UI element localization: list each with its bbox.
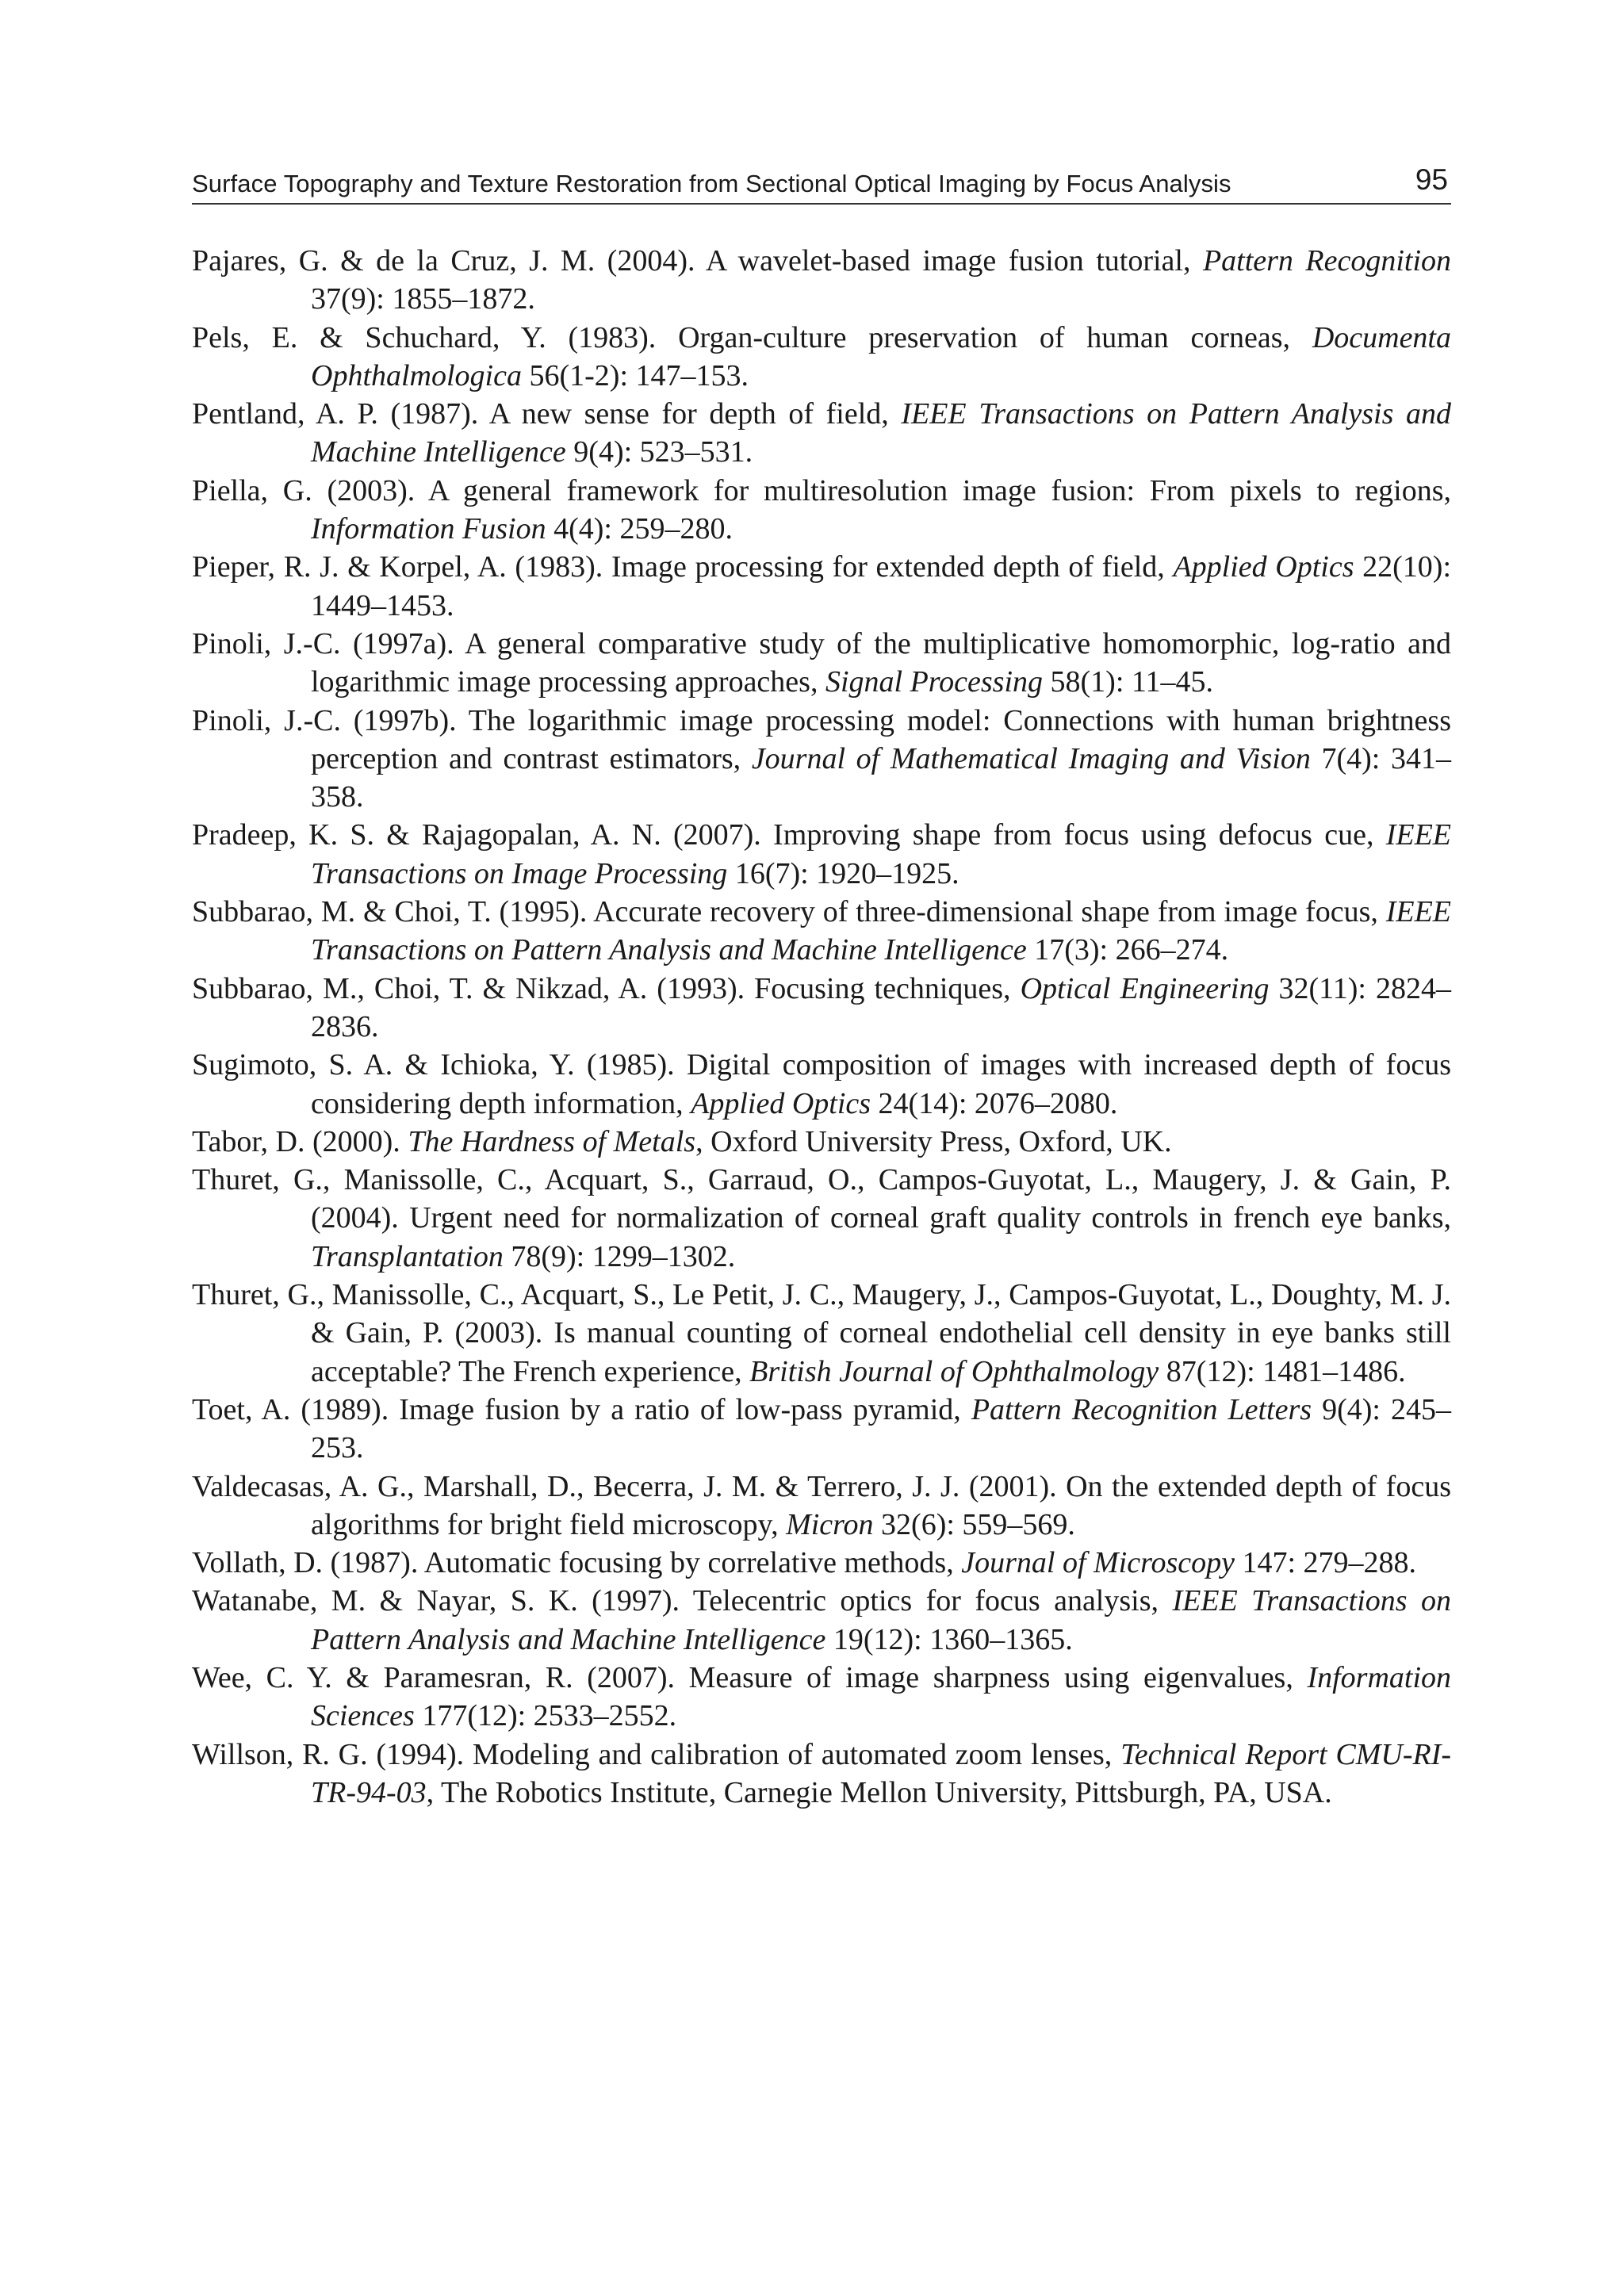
reference-entry: Pels, E. & Schuchard, Y. (1983). Organ-culture preservation of human corneas, Documenta Ophthalmologica 56(1-2): 147–153. bbox=[192, 320, 1451, 392]
reference-entry: Watanabe, M. & Nayar, S. K. (1997). Telecentric optics for focus analysis, IEEE Transactions on Pattern Analysis and Machine Intelligence 19(12): 1360–1365. bbox=[192, 1584, 1451, 1656]
reference-entry: Pajares, G. & de la Cruz, J. M. (2004). A wavelet-based image fusion tutorial, Pattern Recognition 37(9): 1855–1872. bbox=[192, 244, 1451, 316]
reference-entry: Subbarao, M. & Choi, T. (1995). Accurate recovery of three-dimensional shape from image focus, IEEE Transactions on Pattern Analysis and Machine Intelligence 17(3): 266–274. bbox=[192, 895, 1451, 967]
reference-entry: Pinoli, J.-C. (1997a). A general comparative study of the multiplicative homomorphic, log-ratio and logarithmic image processing approaches, Signal Processing 58(1): 11–45. bbox=[192, 626, 1451, 699]
reference-entry: Toet, A. (1989). Image fusion by a ratio of low-pass pyramid, Pattern Recognition Letters 9(4): 245–253. bbox=[192, 1392, 1451, 1465]
reference-entry: Tabor, D. (2000). The Hardness of Metals, Oxford University Press, Oxford, UK. bbox=[192, 1124, 1172, 1158]
reference-entry: Piella, G. (2003). A general framework for multiresolution image fusion: From pixels to regions, Information Fusion 4(4): 259–280. bbox=[192, 473, 1451, 546]
reference-entry: Pieper, R. J. & Korpel, A. (1983). Image processing for extended depth of field, Applied Optics 22(10): 1449–1453. bbox=[192, 550, 1451, 622]
reference-entry: Valdecasas, A. G., Marshall, D., Becerra, J. M. & Terrero, J. J. (2001). On the extended depth of focus algorithms for bright field microscopy, Micron 32(6): 559–569. bbox=[192, 1469, 1451, 1541]
reference-entry: Willson, R. G. (1994). Modeling and calibration of automated zoom lenses, Technical Report CMU-RI-TR-94-03, The Robotics Institute, Carnegie Mellon University, Pittsburgh, PA, USA. bbox=[192, 1737, 1451, 1809]
running-header bbox=[192, 165, 1451, 205]
reference-entry: Wee, C. Y. & Paramesran, R. (2007). Measure of image sharpness using eigenvalues, Information Sciences 177(12): 2533–2552. bbox=[192, 1660, 1451, 1733]
running-header-title: Surface Topography and Texture Restoration from Sectional Optical Imaging by Focus Analysis bbox=[192, 170, 1231, 197]
reference-entry: Pradeep, K. S. & Rajagopalan, A. N. (2007). Improving shape from focus using defocus cue, IEEE Transactions on Image Processing 16(7): 1920–1925. bbox=[192, 818, 1451, 890]
reference-entry: Sugimoto, S. A. & Ichioka, Y. (1985). Digital composition of images with increased depth of focus considering depth information, Applied Optics 24(14): 2076–2080. bbox=[192, 1048, 1451, 1120]
reference-entry: Thuret, G., Manissolle, C., Acquart, S., Le Petit, J. C., Maugery, J., Campos-Guyotat, L., Doughty, M. J. & Gain, P. (2003). Is manual counting of corneal endothelial cell density in eye banks still acceptable? The French experience, British Journal of Ophthalmology 87(12): 1481–1486. bbox=[192, 1278, 1451, 1388]
page-number: 95 bbox=[1415, 163, 1448, 196]
reference-entry: Vollath, D. (1987). Automatic focusing by correlative methods, Journal of Microscopy 147: 279–288. bbox=[192, 1546, 1417, 1580]
reference-entry: Pinoli, J.-C. (1997b). The logarithmic image processing model: Connections with human brightness perception and contrast estimators, Journal of Mathematical Imaging and Vision 7(4): 341–358. bbox=[192, 703, 1452, 814]
reference-entry: Pentland, A. P. (1987). A new sense for depth of field, IEEE Transactions on Pattern Analysis and Machine Intelligence 9(4): 523–531. bbox=[192, 397, 1451, 469]
reference-entry: Thuret, G., Manissolle, C., Acquart, S., Garraud, O., Campos-Guyotat, L., Maugery, J. & Gain, P. (2004). Urgent need for normalization of corneal graft quality controls in french eye banks, Transplantation 78(9): 1299–1302. bbox=[192, 1163, 1451, 1273]
reference-entry: Subbarao, M., Choi, T. & Nikzad, A. (1993). Focusing techniques, Optical Engineering 32(11): 2824–2836. bbox=[192, 971, 1451, 1043]
reference-list bbox=[192, 242, 1451, 1812]
